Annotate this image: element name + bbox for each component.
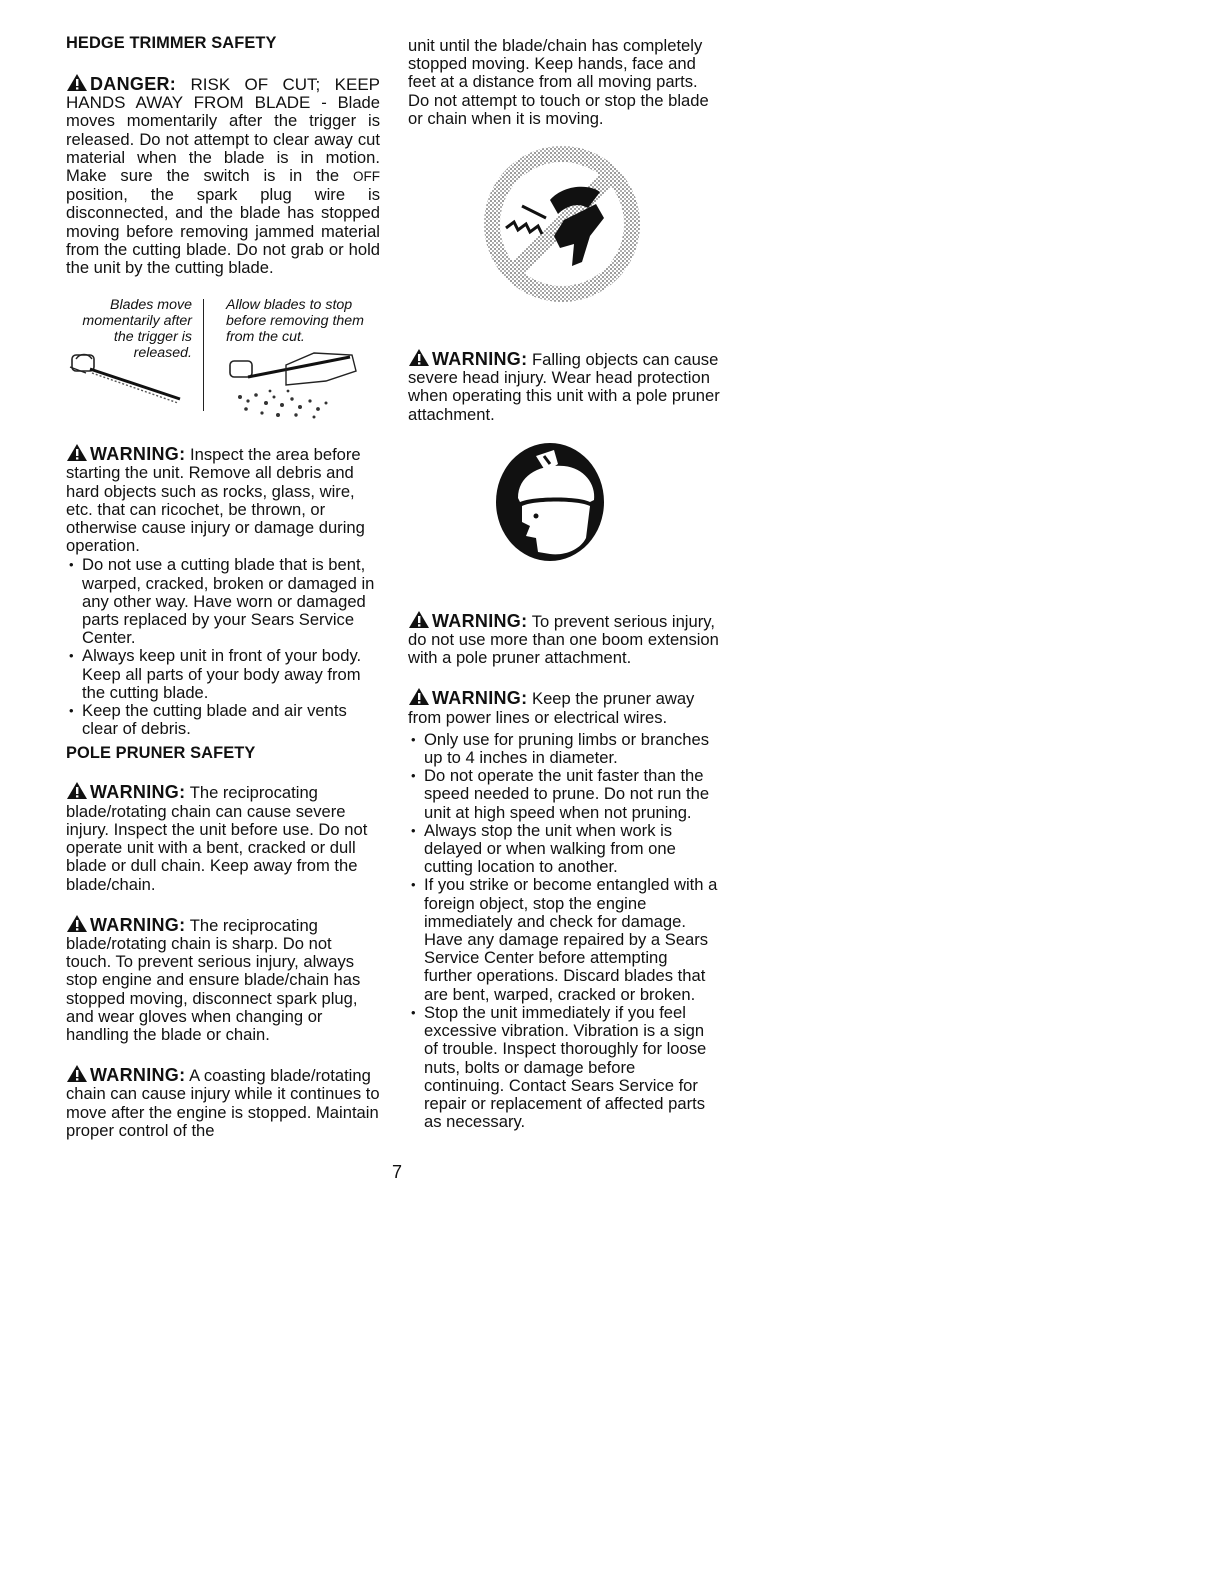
warning-power-text: Keep the pruner away from power lines or electrical wires.	[408, 689, 695, 727]
warning-coasting-text: A coasting blade/rotating chain can cause injury while it continues to move after the engine is stopped. Maintain proper control of the	[66, 1066, 380, 1140]
hedge-cut-figure	[226, 297, 386, 429]
list-item: • Do not use a cutting blade that is bent, warped, cracked, broken or damaged in any other way. Have worn or damaged parts replaced by your Sears Service Center.	[66, 556, 380, 647]
warning-falling-text: Falling objects can cause severe head injury. Wear head protection when operating this unit with a pole pruner attachment.	[408, 350, 720, 424]
list-item: • Only use for pruning limbs or branches up to 4 inches in diameter.	[408, 731, 720, 767]
hedge-trigger-figure	[66, 297, 202, 429]
off-position-word: OFF	[353, 169, 380, 185]
alert-triangle-icon	[66, 914, 88, 933]
danger-body-text: - Blade moves momentarily after the trigger is released. Do not attempt to clear away cut material when the blade is in motion. Make sure the switch is in the	[66, 93, 381, 186]
warning-signal-word: WARNING:	[432, 688, 528, 709]
warning-signal-word: WARNING:	[432, 610, 528, 631]
list-item: • Keep the cutting blade and air vents clear of debris.	[66, 702, 380, 738]
hedge-trimmer-trigger-icon	[66, 349, 184, 409]
warning-signal-word: WARNING:	[90, 914, 186, 935]
warning-reciprocating-sharp	[66, 914, 380, 1044]
hedge-trimmer-bullet-list	[66, 556, 380, 738]
alert-triangle-icon	[66, 443, 88, 462]
pole-pruner-bullet-list	[408, 731, 720, 1131]
warning-inspect-text: Inspect the area before starting the unit. Remove all debris and hard objects such as rocks, glass, wire, etc. that can ricochet, be thrown, or otherwise cause injury or damage during operation.	[66, 445, 365, 556]
no-touch-figure	[408, 144, 720, 314]
hedge-trimmer-figure	[66, 297, 380, 429]
hedge-trimmer-cut-icon	[226, 351, 366, 423]
figure-divider	[203, 299, 204, 411]
warning-boom-text: To prevent serious injury, do not use more than one boom extension with a pole pruner attachment.	[408, 611, 719, 668]
warning-power-lines	[408, 687, 720, 726]
section-heading-hedge-trimmer: HEDGE TRIMMER SAFETY	[66, 34, 277, 52]
left-column	[66, 34, 380, 1140]
danger-block	[66, 73, 380, 277]
warning-signal-word: WARNING:	[90, 444, 186, 465]
no-hand-contact-prohibition-icon	[478, 144, 646, 304]
warning-signal-word: WARNING:	[90, 1065, 186, 1086]
figure-caption-left: Blades move momentarily after the trigger is released.	[82, 297, 192, 362]
warning-signal-word: WARNING:	[90, 782, 186, 803]
section-heading-pole-pruner: POLE PRUNER SAFETY	[66, 744, 256, 763]
warning-coasting-blade	[66, 1064, 380, 1140]
alert-triangle-icon	[408, 348, 430, 367]
list-item: • Always stop the unit when work is delayed or when walking from one cutting location to another.	[408, 822, 720, 877]
warning-boom-extension	[408, 610, 720, 668]
warning-sharp-text: The reciprocating blade/rotating chain is sharp. Do not touch. To prevent serious injury, always stop engine and ensure blade/chain has stopped moving, disconnect spark plug, and wear gloves when changing or handling the blade or chain.	[66, 915, 361, 1044]
warning-reciprocating-severe	[66, 781, 380, 893]
alert-triangle-icon	[66, 781, 88, 800]
list-item: • Always keep unit in front of your body. Keep all parts of your body away from the cutting blade.	[66, 647, 380, 702]
warning-reciprocating-text: The reciprocating blade/rotating chain can cause severe injury. Inspect the unit before use. Do not operate unit with a bent, cracked or dull blade or dull chain. Keep away from the blade/chain.	[66, 783, 368, 894]
warning-falling-objects	[408, 348, 720, 424]
list-item: • Do not operate the unit faster than the speed needed to prune. Do not run the unit at high speed when not pruning.	[408, 767, 720, 822]
figure-caption-right: Allow blades to stop before removing them from the cut.	[226, 297, 365, 346]
alert-triangle-icon	[408, 687, 430, 706]
alert-triangle-icon	[66, 1064, 88, 1083]
right-column	[408, 37, 720, 1131]
warning-signal-word: WARNING:	[432, 349, 528, 370]
danger-body-text-2: position, the spark plug wire is disconnected, and the blade has stopped moving before removing jammed material from the cutting blade. Do not grab or hold the unit by the cutting blade.	[66, 185, 380, 278]
head-protection-icon	[494, 442, 606, 564]
alert-triangle-icon	[408, 610, 430, 629]
danger-lead-text: RISK OF CUT; KEEP HANDS AWAY FROM BLADE	[66, 75, 380, 113]
coasting-continuation-text: unit until the blade/chain has completely stopped moving. Keep hands, face and feet at a distance from all moving parts. Do not attempt to touch or stop the blade or chain when it is moving.	[408, 36, 709, 128]
warning-inspect-area	[66, 443, 380, 555]
danger-signal-word: DANGER:	[90, 74, 177, 94]
list-item: • If you strike or become entangled with a foreign object, stop the engine immediately and check for damage. Have any damage repaired by a Sears Service Center before attempting further operations. Discard blades that are bent, warped, cracked or broken.	[408, 876, 720, 1003]
alert-triangle-icon	[66, 73, 88, 92]
head-protection-figure	[408, 442, 720, 582]
page-number: 7	[392, 1162, 403, 1182]
list-item: • Stop the unit immediately if you feel excessive vibration. Vibration is a sign of trouble. Inspect thoroughly for loose nuts, bolts or damage before continuing. Contact Sears Service for repair or replacement of affected parts as necessary.	[408, 1004, 720, 1131]
